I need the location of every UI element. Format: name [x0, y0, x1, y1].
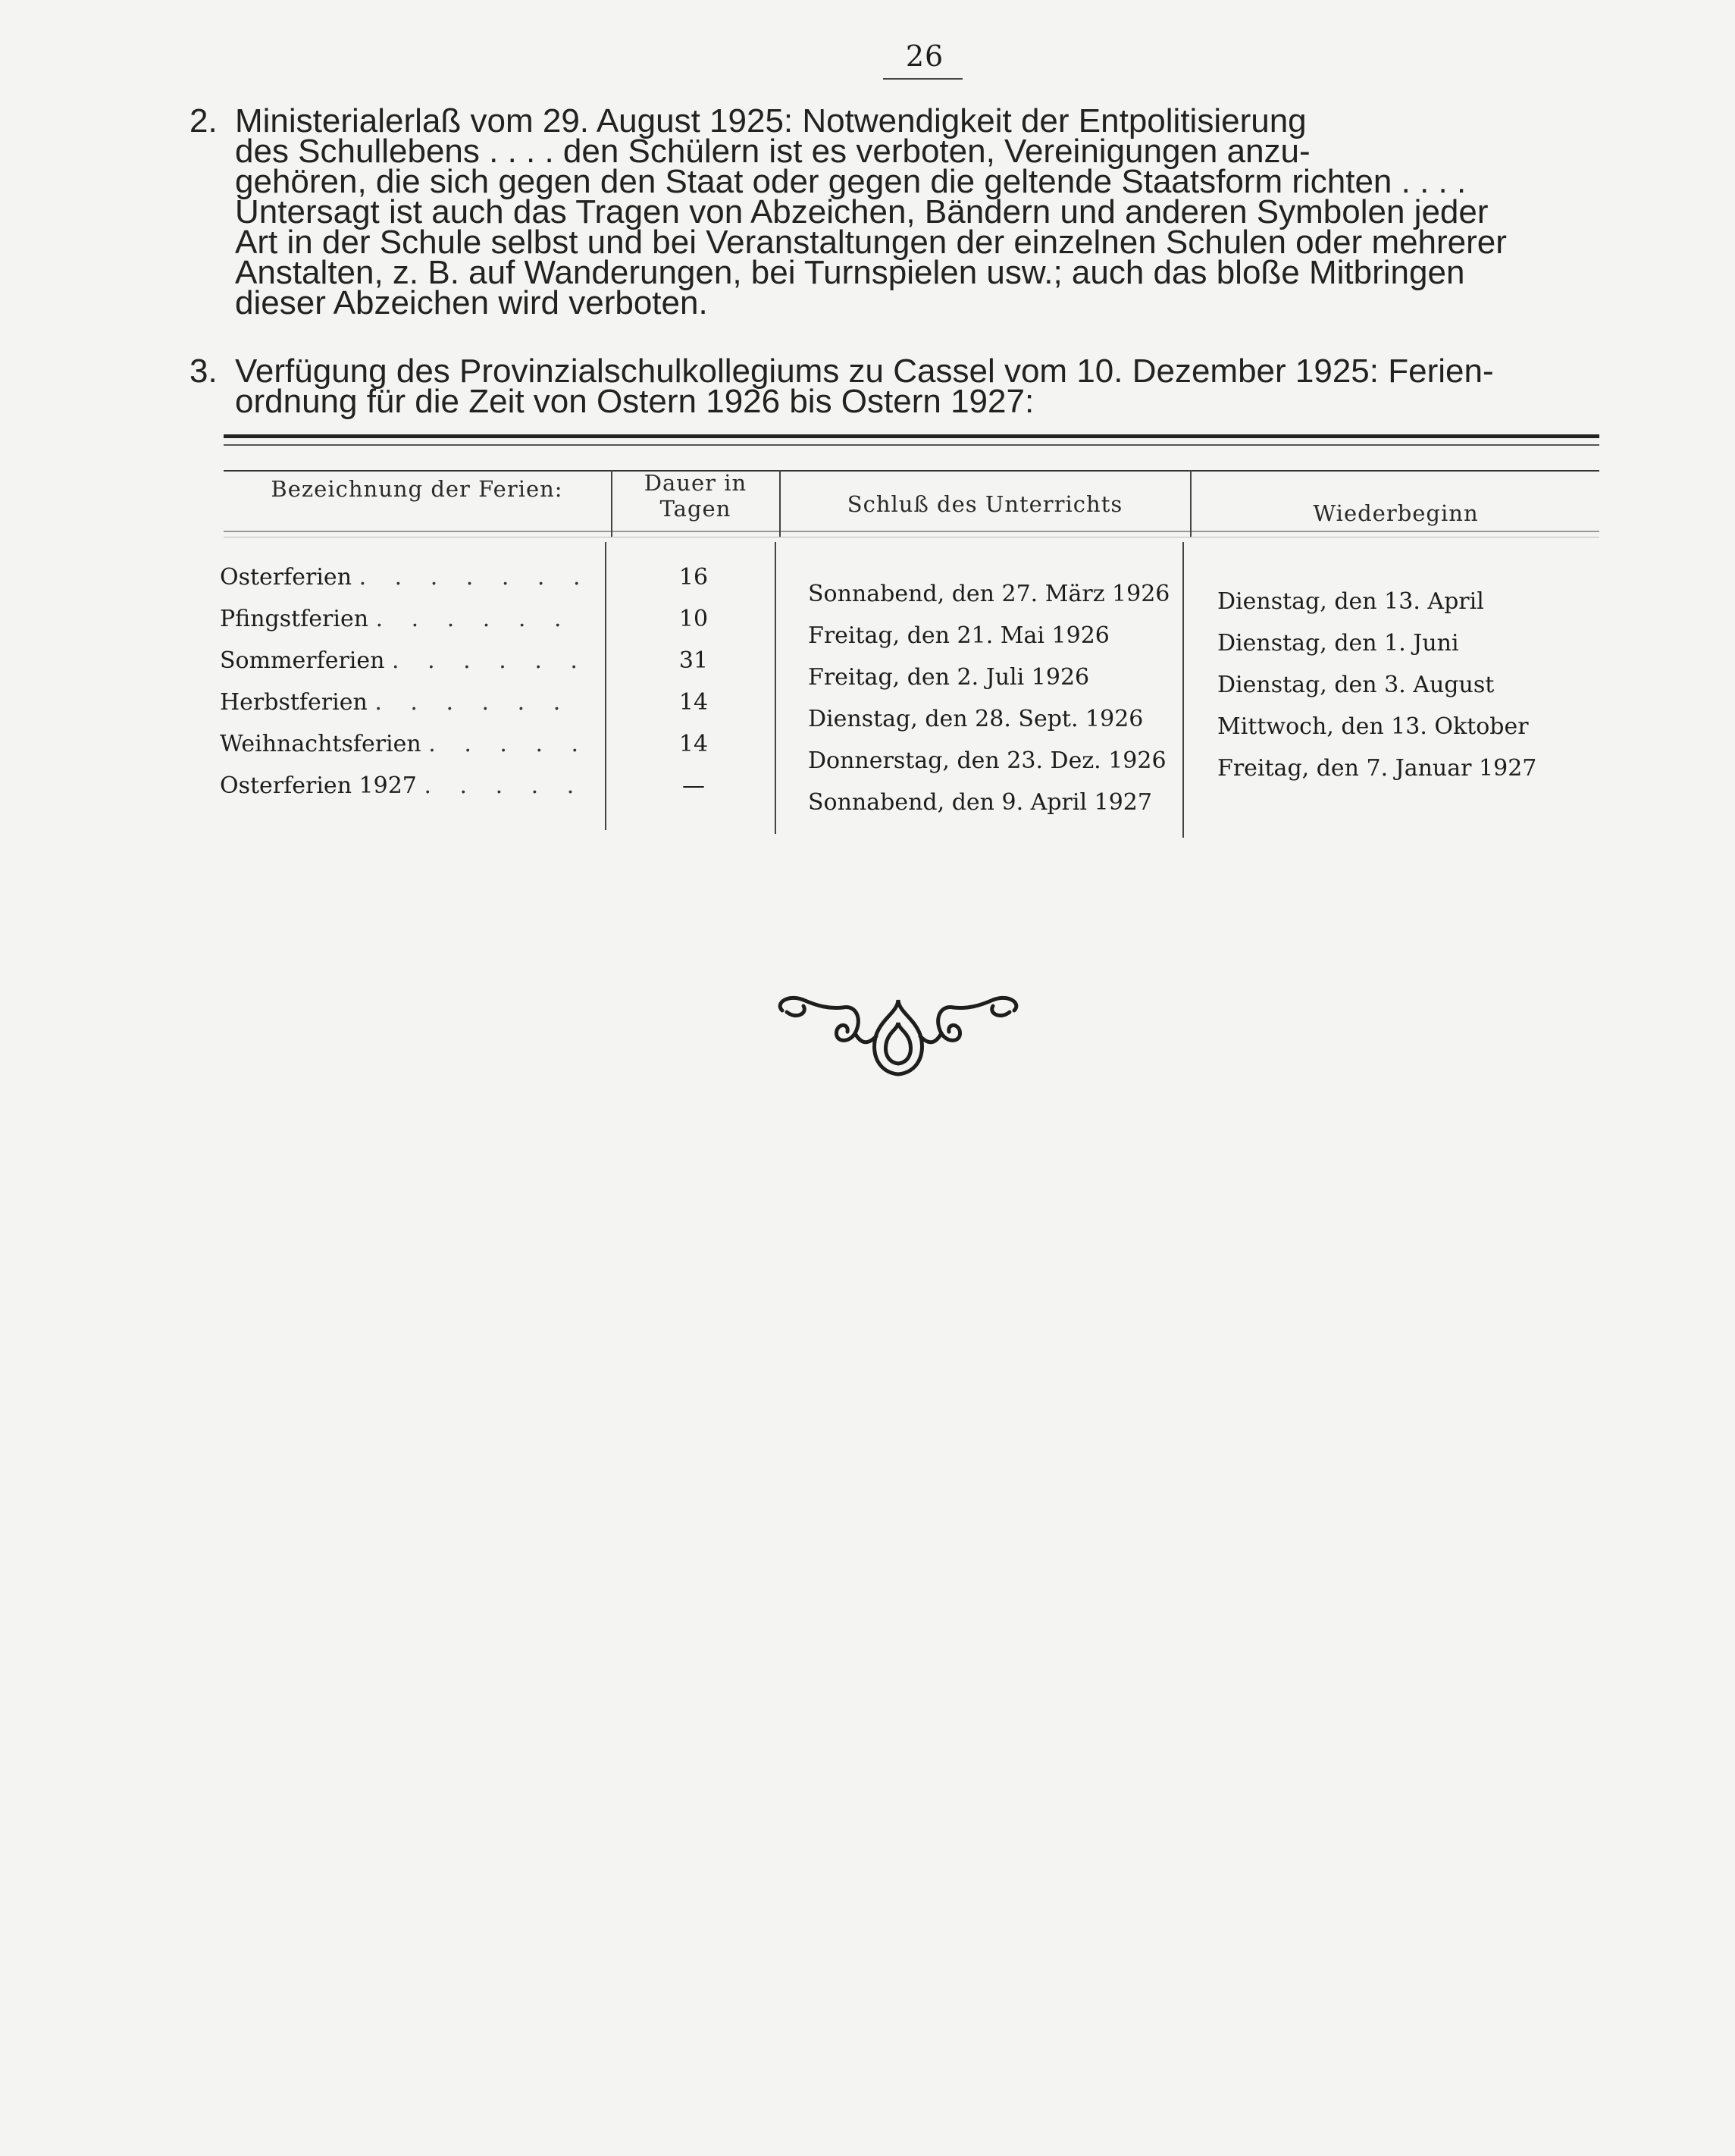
resumption-column [1217, 581, 1596, 790]
table-cell-start: Dienstag, den 13. April [1217, 588, 1484, 615]
column-divider [1190, 470, 1192, 537]
column-header-name: Bezeichnung der Ferien: [271, 476, 563, 502]
text-line: Anstalten, z. B. auf Wanderungen, bei Turnspielen usw.; auch das bloße Mitbringen [235, 254, 1465, 291]
table-cell-end: Donnerstag, den 23. Dez. 1926 [808, 747, 1167, 774]
table-cell-end: Sonnabend, den 27. März 1926 [808, 581, 1170, 607]
list-item-ordinance [189, 353, 1622, 420]
table-cell-end: Freitag, den 21. Mai 1926 [808, 622, 1110, 649]
table-cell-name: Osterferien . . . . . . . [220, 564, 591, 591]
table-cell-days: 16 [678, 564, 709, 591]
table-cell-name: Weihnachtsferien . . . . . [220, 731, 590, 757]
table-cell-days: — [682, 772, 705, 799]
text-line: Art in der Schule selbst und bei Veranstaltungen der einzelnen Schulen oder mehrerer [235, 224, 1507, 261]
table-cell-end: Freitag, den 2. Juli 1926 [808, 664, 1090, 691]
decorative-ornament-icon [773, 989, 1023, 1080]
list-item-decree [189, 102, 1622, 321]
text-line: Ministerialerlaß vom 29. August 1925: Notwendigkeit der Entpolitisierung [235, 102, 1307, 139]
table-cell-name: Sommerferien . . . . . . [220, 647, 588, 674]
column-header-days-line1: Dauer in [644, 470, 747, 496]
table-top-rule [224, 434, 1599, 438]
table-cell-start: Mittwoch, den 13. Oktober [1217, 713, 1529, 740]
text-line: ordnung für die Zeit von Ostern 1926 bis Ostern 1927: [235, 383, 1035, 420]
table-cell-name: Herbstferien . . . . . . [220, 689, 572, 716]
item-number: 2. [189, 102, 218, 139]
column-divider [775, 542, 776, 834]
table-cell-name: Pfingstferien . . . . . . [220, 606, 572, 632]
table-cell-days: 31 [678, 647, 709, 674]
table-cell-days: 14 [678, 731, 709, 757]
table-cell-end: Dienstag, den 28. Sept. 1926 [808, 706, 1144, 732]
table-header-bottom-rule [224, 531, 1599, 532]
table-top-rule-thin [224, 444, 1599, 446]
column-header-days-line2: Tagen [659, 496, 731, 522]
table-header-top-rule [224, 470, 1599, 472]
table-cell-start: Freitag, den 7. Januar 1927 [1217, 755, 1537, 782]
table-cell-name: Osterferien 1927 . . . . . [220, 772, 585, 799]
days-column [614, 557, 773, 807]
text-line: dieser Abzeichen wird verboten. [235, 284, 708, 321]
table-cell-days: 14 [678, 689, 709, 716]
column-divider [611, 470, 612, 537]
column-header-end: Schluß des Unterrichts [847, 491, 1123, 517]
column-divider [1182, 542, 1184, 838]
page-number: 26 [905, 39, 944, 73]
text-line: Untersagt ist auch das Tragen von Abzeichen, Bändern und anderen Symbolen jeder [235, 193, 1489, 230]
column-divider [605, 542, 606, 830]
text-line: gehören, die sich gegen den Staat oder gegen die geltende Staatsform richten . . . . [235, 163, 1467, 200]
text-line: Verfügung des Provinzialschulkollegiums zu Cassel vom 10. Dezember 1925: Ferien- [235, 353, 1494, 390]
end-of-classes-column [808, 574, 1172, 824]
column-divider [779, 470, 781, 537]
table-cell-days: 10 [678, 606, 709, 632]
vacation-name-column [220, 557, 591, 807]
table-cell-end: Sonnabend, den 9. April 1927 [808, 789, 1152, 816]
table-cell-start: Dienstag, den 3. August [1217, 672, 1495, 698]
column-header-start: Wiederbeginn [1313, 500, 1479, 526]
table-cell-start: Dienstag, den 1. Juni [1217, 630, 1459, 657]
text-line: des Schullebens . . . . den Schülern ist es verboten, Vereinigungen anzu- [235, 133, 1311, 170]
page-number-underline [883, 78, 963, 80]
item-number: 3. [189, 353, 218, 390]
